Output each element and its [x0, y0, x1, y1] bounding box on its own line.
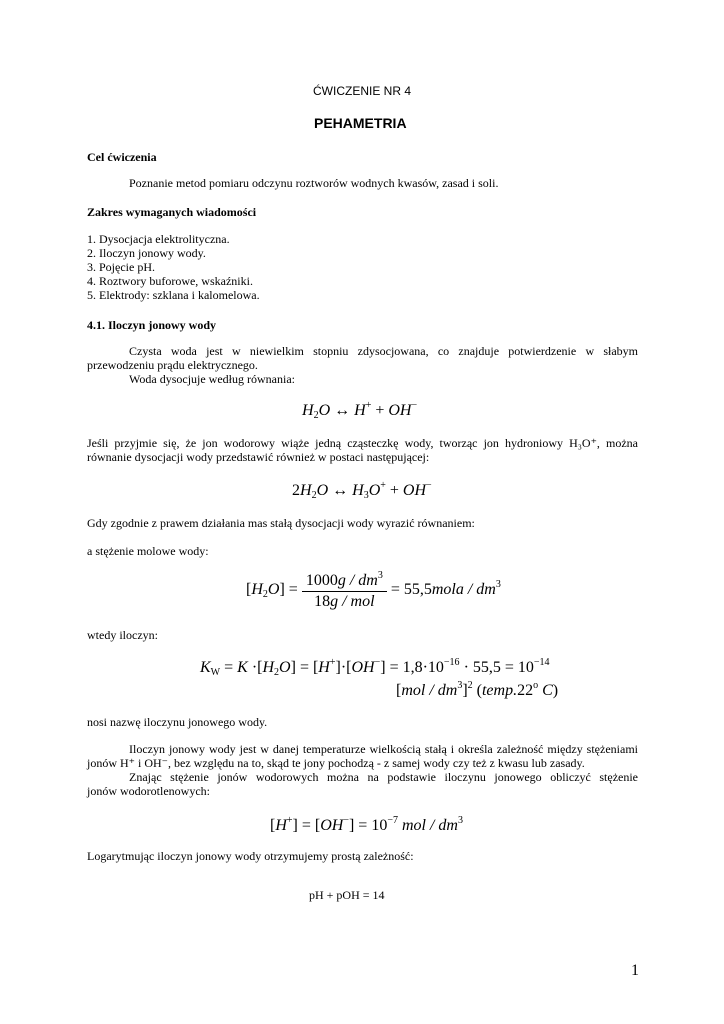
paragraph-line: nosi nazwę iloczynu jonowego wody. — [87, 715, 268, 729]
equation-water-concentration: $[H_2O]$ = $\frac{1000g / dm^3}{\text{18g / mol}}$ = 55,5mola / $dm^3$ — [246, 570, 501, 610]
list-item: 5. Elektrody: szklana i kalomelowa. — [87, 288, 260, 302]
equation-neutral-water: $[H^+] = [OH^-] = 10^{-7}$ mol / $dm^3$ — [270, 815, 463, 834]
paragraph-line: Woda dysocjuje według równania: — [129, 372, 295, 386]
page-title: PEHAMETRIA — [314, 115, 407, 131]
paragraph-line: przewodzeniu prądu elektrycznego. — [87, 358, 258, 372]
goal-text: Poznanie metod pomiaru odczynu roztworów wodnych kwasów, zasad i soli. — [129, 176, 499, 190]
page-number: 1 — [631, 962, 639, 979]
paragraph-line: a stężenie molowe wody: — [87, 544, 209, 558]
list-item: 4. Roztwory buforowe, wskaźniki. — [87, 274, 253, 288]
list-item: 3. Pojęcie pH. — [87, 260, 155, 274]
goal-heading: Cel ćwiczenia — [87, 150, 157, 164]
paragraph-line: Jeśli przyjmie się, że jon wodorowy wiąże jedną cząsteczkę wody, tworząc jon hydroniowy H₃O⁺, można — [87, 436, 638, 450]
paragraph-line: Znając stężenie jonów wodorowych można na podstawie iloczynu jonowego obliczyć stężenie — [129, 770, 638, 784]
equation-ionic-product-units: $[mol / dm^3]^2$ (temp.22$^o$ C) — [396, 680, 559, 699]
list-item: 1. Dysocjacja elektrolityczna. — [87, 232, 230, 246]
paragraph-line: równanie dysocjacji wody przedstawić również w postaci następującej: — [87, 450, 430, 464]
paragraph-line: Iloczyn jonowy wody jest w danej temperaturze wielkością stałą i określa zależność między stężeniami — [129, 742, 638, 756]
paragraph-line: Czysta woda jest w niewielkim stopniu zdysocjowana, co znajduje potwierdzenie w słabym — [129, 344, 638, 358]
paragraph-line: jonów H⁺ i OH⁻, bez względu na to, skąd te jony pochodzą - z samej wody czy też z kwasu lub zasady. — [87, 756, 585, 770]
equation-ionic-product: $K_W = K \cdot[H_2O] = [H^+]\cdot[OH^-] = 1,8\cdot 10^{-16} \cdot 55,5 = 10^{-14}$ — [200, 657, 550, 678]
paragraph-line: jonów wodorotlenowych: — [87, 784, 210, 798]
exercise-number: ĆWICZENIE NR 4 — [313, 84, 412, 98]
equation-hydronium: $2H_2O$ ↔ $H_3O^+ + OH^-$ — [292, 480, 432, 501]
scope-heading: Zakres wymaganych wiadomości — [87, 205, 257, 219]
list-item: 2. Iloczyn jonowy wody. — [87, 246, 206, 260]
paragraph-line: Logarytmując iloczyn jonowy wody otrzymujemy prostą zależność: — [87, 849, 414, 863]
paragraph-line: wtedy iloczyn: — [87, 628, 158, 642]
equation-dissociation: $H_2O$ ↔ H+ + OH− — [302, 400, 418, 421]
ph-relation: pH + pOH = 14 — [309, 888, 385, 902]
section-heading: 4.1. Iloczyn jonowy wody — [87, 318, 217, 332]
paragraph-line: Gdy zgodnie z prawem działania mas stałą dysocjacji wody wyrazić równaniem: — [87, 516, 475, 530]
